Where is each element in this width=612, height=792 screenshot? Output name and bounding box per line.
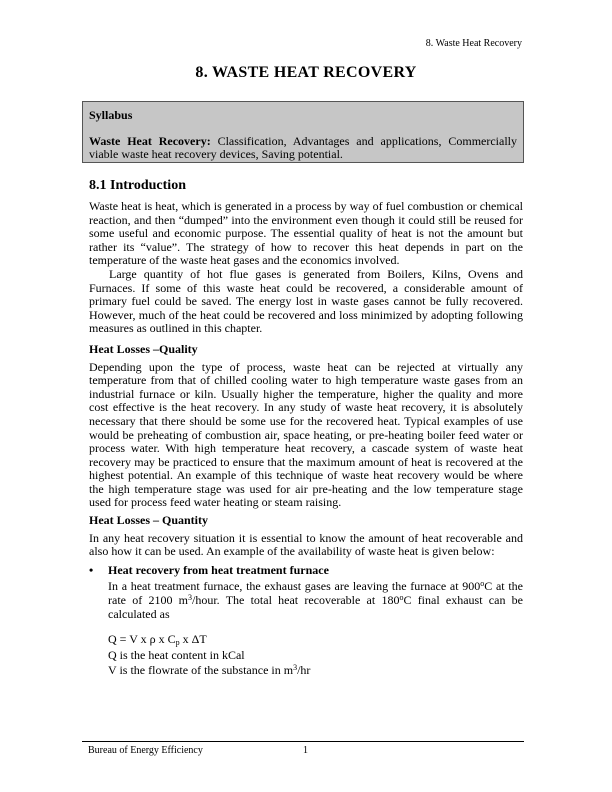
- example-bullet-item: [89, 564, 523, 578]
- heat-formula: [108, 633, 523, 647]
- page-number: 1: [303, 745, 308, 756]
- example-text-b: C at the rate of 2100 m: [108, 579, 523, 608]
- syllabus-box: [82, 101, 524, 163]
- example-text-c: /hour. The total heat recoverable at 180: [192, 593, 400, 608]
- example-paragraph: [108, 580, 523, 621]
- syllabus-label: Waste Heat Recovery:: [89, 134, 211, 148]
- example-title: Heat recovery from heat treatment furnace: [108, 562, 329, 577]
- degree-sup-2: o: [399, 593, 404, 603]
- intro-paragraph-1: Waste heat is heat, which is generated in a process by way of fuel combustion or chemical reaction, and then “dumped” into the environment even though it could still be reused for some useful and economic purpose. The essential quality of heat is not the amount but rather its “value”. The strategy of how to recover this heat depends in part on the temperature of the waste heat gases and the economics involved.: [89, 199, 523, 268]
- main-content: [89, 178, 523, 680]
- formula-part-b: x ΔT: [179, 632, 207, 647]
- example-text-a: In a heat treatment furnace, the exhaust gases are leaving the furnace at 900: [108, 579, 481, 594]
- syllabus-heading: Syllabus: [89, 108, 133, 122]
- footer-divider: [82, 741, 524, 742]
- example-text-d: C final exhaust can be calculated as: [108, 593, 524, 621]
- definition-v-sup: 3: [293, 663, 298, 673]
- formula-subscript: p: [175, 638, 180, 648]
- quantity-paragraph: In any heat recovery situation it is essential to know the amount of heat recoverable and also how it can be used. An example of the availability of waste heat is given below:: [89, 530, 523, 559]
- intro-paragraph-2: Large quantity of hot flue gases is generated from Boilers, Kilns, Ovens and Furnaces. If some of this waste heat could be recovered, a considerable amount of primary fuel could be saved. The energy lost in waste gases cannot be fully recovered. However, much of the heat could be recovered and loss minimized by adopting following measures as outlined in this chapter.: [89, 266, 523, 336]
- quality-paragraph: Depending upon the type of process, waste heat can be rejected at virtually any temperature from that of chilled cooling water to high temperature waste gases from an industrial furnace or kiln. Usually higher the temperature, higher the quality and more cost effective is the heat recovery. In any study of waste heat recovery, it is absolutely necessary that there should be some use for the recovered heat. Typical examples of use would be preheating of combustion air, space heating, or pre-heating boiler feed water or process water. With high temperature heat recovery, a cascade system of waste heat recovery may be practiced to ensure that the maximum amount of heat is recovered at the highest potential. An example of this technique of waste heat recovery would be where the high temperature stage was used for air pre-heating and the low temperature stage used for process feed water heating or steam raising.: [89, 359, 523, 510]
- degree-sup-1: o: [480, 579, 485, 589]
- syllabus-text: Classification, Advantages and applications, Commercially viable waste heat recovery devices, Saving potential.: [89, 134, 518, 161]
- definition-q: Q is the heat content in kCal: [108, 647, 245, 662]
- chapter-title: 8. WASTE HEAT RECOVERY: [195, 64, 417, 81]
- cubic-sup: 3: [188, 593, 193, 603]
- footer-organization: Bureau of Energy Efficiency: [88, 745, 203, 756]
- definition-v-text: V is the flowrate of the substance in m: [108, 663, 294, 678]
- syllabus-body: [89, 135, 517, 161]
- definition-v-unit: /hr: [297, 663, 311, 678]
- intro-heading: 8.1 Introduction: [89, 178, 186, 193]
- quality-heading: Heat Losses –Quality: [89, 341, 198, 356]
- bullet-icon: •: [89, 562, 94, 577]
- example-body: [108, 580, 523, 678]
- definition-v: [108, 664, 523, 678]
- formula-part-a: Q = V x ρ x C: [108, 632, 176, 647]
- quantity-heading: Heat Losses – Quantity: [89, 513, 209, 528]
- running-header: 8. Waste Heat Recovery: [425, 38, 522, 49]
